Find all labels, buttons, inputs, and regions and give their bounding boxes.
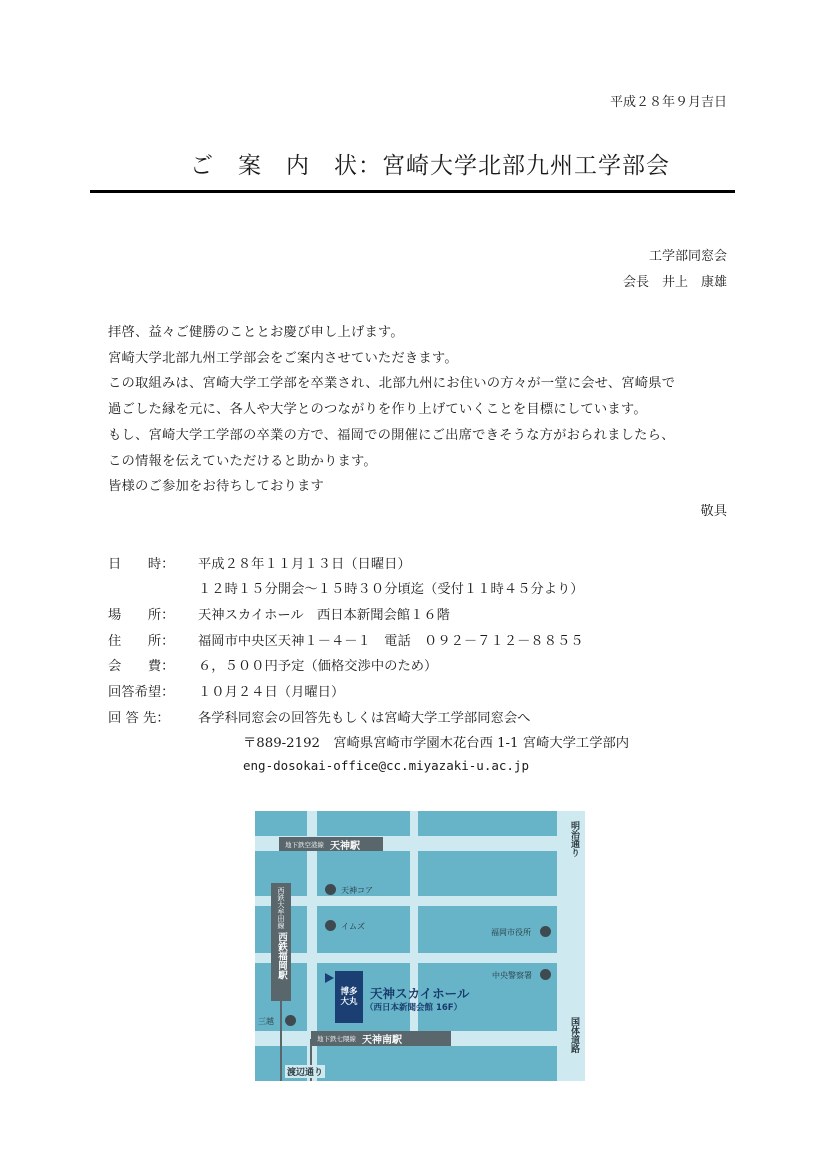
access-map <box>255 811 585 1081</box>
closing: 敬具 <box>700 504 727 519</box>
detail-value-time: １２時１５分開会～１５時３０分頃迄（受付１１時４５分より） <box>198 582 584 597</box>
street-watanabe-dori: 渡辺通り <box>285 1065 325 1078</box>
detail-label-address: 住 所： <box>108 634 175 649</box>
station-tenjin-minami <box>311 1031 451 1046</box>
postal-address: 〒889-2192 宮崎県宮崎市学園木花台西 1-1 宮崎大学工学部内 <box>243 736 630 751</box>
station-name: 西鉄福岡駅 <box>276 932 287 980</box>
station-name: 天神駅 <box>330 840 360 852</box>
page-title: ご 案 内 状：宮崎大学北部九州工学部会 <box>190 153 670 179</box>
detail-value-venue: 天神スカイホール 西日本新聞会館１６階 <box>198 608 450 623</box>
railway-line <box>280 1001 282 1081</box>
body-line: 宮崎大学北部九州工学部会をご案内させていただきます。 <box>108 351 458 366</box>
landmark-tenjin-core: 天神コア <box>341 886 373 895</box>
station-line: 地下鉄空港線 <box>285 840 324 849</box>
detail-value-reply-date: １０月２４日（月曜日） <box>198 685 345 700</box>
detail-label-reply-to: 回 答 先： <box>108 711 170 726</box>
road-horizontal <box>255 896 585 906</box>
street-meiji-dori: 明治通り <box>569 821 579 857</box>
station-tenjin <box>279 837 383 851</box>
road-horizontal <box>255 953 585 963</box>
body-line: 拝啓、益々ご健勝のこととお慶び申し上げます。 <box>108 325 404 340</box>
detail-label-venue: 場 所： <box>108 608 175 623</box>
title-rule <box>90 190 735 193</box>
venue-sub: （西日本新聞会館 16F） <box>365 1003 463 1013</box>
body-line: この情報を伝えていただけると助かります。 <box>108 454 377 469</box>
landmark-dot <box>325 920 336 931</box>
detail-label-date: 日 時： <box>108 557 175 572</box>
landmark-ims: イムズ <box>341 922 365 931</box>
street-kokutai-doro: 国体道路 <box>569 1017 579 1053</box>
landmark-dot <box>285 1015 296 1026</box>
sender-org: 工学部同窓会 <box>648 249 727 264</box>
daimaru-building: 博多大丸 <box>335 971 363 1023</box>
body-line: この取組みは、宮崎大学工学部を卒業され、北部九州にお住いの方々が一堂に会せ、宮崎県で <box>108 376 676 391</box>
venue-name: 天神スカイホール <box>370 986 470 1001</box>
body-line: 過ごした縁を元に、各人や大学とのつながりを作り上げていくことを目標にしています。 <box>108 402 647 417</box>
landmark-dot <box>540 969 551 980</box>
station-nishitetsu-fukuoka <box>271 883 291 1001</box>
landmark-dot <box>540 926 551 937</box>
email-link[interactable]: eng-dosokai-office@cc.miyazaki-u.ac.jp <box>243 758 529 773</box>
detail-label-fee: 会 費： <box>108 659 175 674</box>
detail-value-reply-to: 各学科同窓会の回答先もしくは宮崎大学工学部同窓会へ <box>198 711 531 726</box>
landmark-dot <box>325 884 336 895</box>
detail-value-date: 平成２８年１１月１３日（日曜日） <box>198 557 411 572</box>
landmark-mitsukoshi: 三越 <box>258 1017 274 1026</box>
landmark-police: 中央警察署 <box>492 971 532 980</box>
body-line: 皆様のご参加をお待ちしております <box>108 479 324 494</box>
sender-person: 会長 井上 康雄 <box>622 275 727 290</box>
station-line: 西鉄大牟田線 <box>277 887 285 929</box>
arrow-right-icon <box>325 973 334 983</box>
detail-label-reply-date: 回答希望： <box>108 685 175 700</box>
detail-value-fee: ６，５００円予定（価格交渉中のため） <box>198 659 438 674</box>
body-line: もし、宮崎大学工学部の卒業の方で、福岡での開催にご出席できそうな方がおられましたら、 <box>108 428 675 443</box>
station-line: 地下鉄七隈線 <box>317 1035 356 1043</box>
issue-date: 平成２８年９月吉日 <box>609 95 727 110</box>
detail-value-address: 福岡市中央区天神１－４－１ 電話 ０９２－７１２－８８５５ <box>198 634 584 649</box>
station-name: 天神南駅 <box>362 1035 402 1046</box>
landmark-city-hall: 福岡市役所 <box>491 928 531 937</box>
